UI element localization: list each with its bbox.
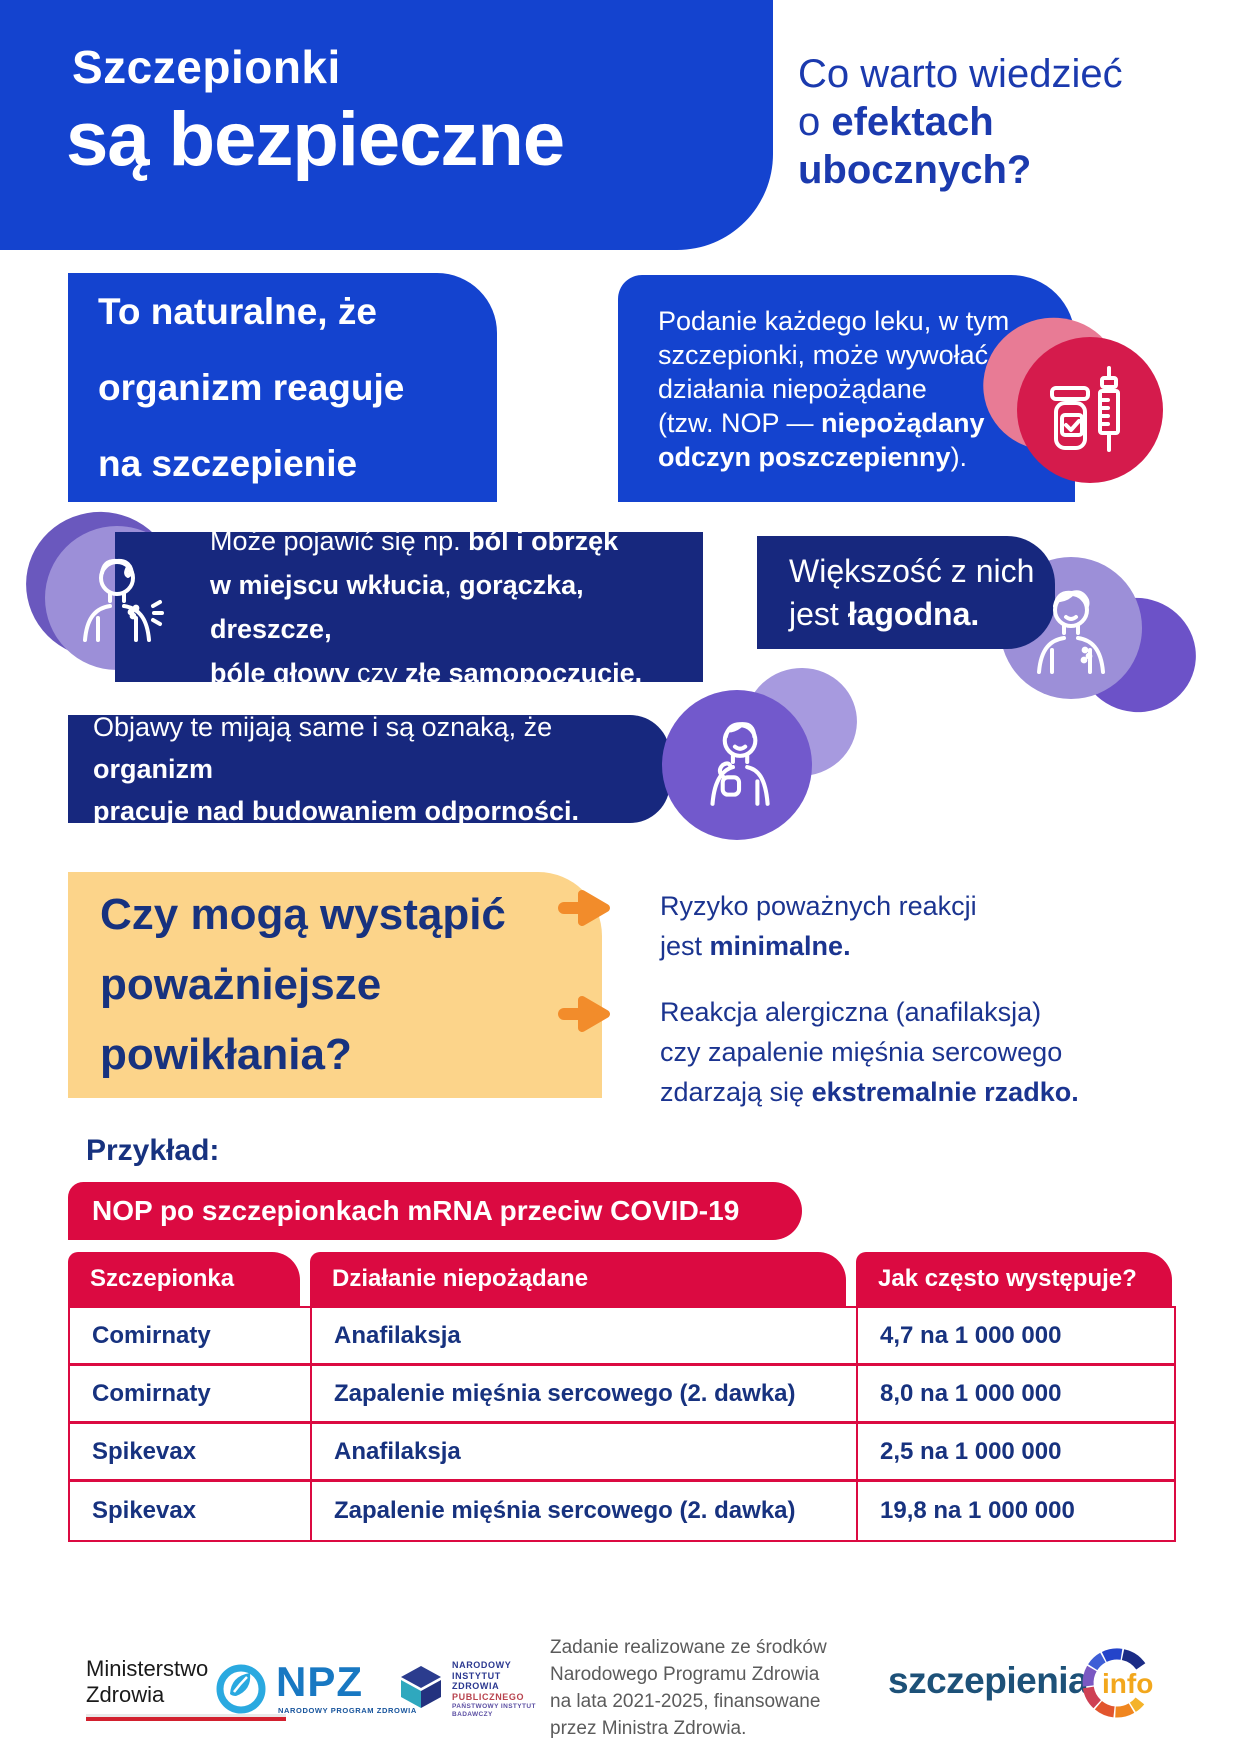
table-cell: Anafilaksja (312, 1308, 858, 1363)
table-cell: 4,7 na 1 000 000 (880, 1321, 1062, 1349)
info-box-nop-definition: Podanie każdego leku, w tym szczepionki, może wywołać działania niepożądane (tzw. NOP — niepożądany odczyn poszczepienny). (618, 275, 1075, 502)
npz-logo-subtext: NARODOWY PROGRAM ZDROWIA (278, 1706, 417, 1715)
poster-subtitle: Co warto wiedzieć o efektach ubocznych? (798, 52, 1123, 192)
ministry-of-health-logo: Ministerstwo Zdrowia (86, 1656, 209, 1707)
right-arrow-icon (556, 888, 612, 928)
szczepienia-info-logo-text: szczepienia (888, 1660, 1089, 1701)
poster-title-line2: są bezpieczne (66, 97, 565, 182)
npz-logo-text: NPZ (276, 1658, 363, 1705)
table-cell: 2,5 na 1 000 000 (880, 1437, 1062, 1465)
pzh-logo-icon (398, 1664, 444, 1710)
column-header: Szczepionka (68, 1252, 300, 1306)
table-cell: Anafilaksja (312, 1424, 858, 1479)
table-row (70, 1424, 1174, 1482)
szczepienia-info-suffix: info (1102, 1668, 1154, 1699)
example-label: Przykład: (86, 1134, 220, 1167)
question-box: Czy mogą wystąpić poważniejsze powikłania? (68, 872, 602, 1098)
table-cell: Zapalenie mięśnia sercowego (2. dawka) (312, 1482, 858, 1540)
funding-note: Zadanie realizowane ze środków Narodowego Programu Zdrowia na lata 2021-2025, finansowane przez Ministra Zdrowia. (550, 1637, 827, 1739)
table-header-row (68, 1252, 1172, 1306)
right-arrow-icon (556, 994, 612, 1034)
table-body (68, 1306, 1176, 1542)
person-sore-arm-icon (67, 548, 167, 648)
szczepienia-info-arc-icon (1074, 1640, 1194, 1726)
table-cell: Spikevax (70, 1482, 312, 1540)
table-cell: 19,8 na 1 000 000 (880, 1497, 1075, 1524)
point-minimal-risk: Ryzyko poważnych reakcji jest minimalne. (660, 891, 977, 961)
person-thumbs-up-icon (686, 712, 788, 814)
pzh-logo-subtext: PAŃSTWOWY INSTYTUT BADAWCZY (452, 1703, 536, 1718)
column-header: Jak często występuje? (856, 1252, 1172, 1306)
table-row (70, 1366, 1174, 1424)
person-calm-icon (1021, 578, 1121, 678)
table-row (70, 1308, 1174, 1366)
vaccine-vial-syringe-icon (1040, 358, 1140, 462)
point-rare-reactions: Reakcja alergiczna (anafilaksja) czy zapalenie mięśnia sercowego zdarzają się ekstremalnie rzadko. (660, 997, 1079, 1107)
table-row (70, 1482, 1174, 1540)
poster-title-line1: Szczepionki (72, 41, 341, 93)
info-box-symptoms: Może pojawić się np. ból i obrzęk w miejscu wkłucia, gorączka, dreszcze, bóle głowy czy złe samopoczucie. (115, 532, 703, 682)
npz-logo-icon (214, 1662, 268, 1716)
table-cell: Spikevax (70, 1424, 312, 1479)
column-header: Działanie niepożądane (310, 1252, 846, 1306)
table-cell: Comirnaty (70, 1366, 312, 1421)
info-box-natural-reaction: To naturalne, że organizm reaguje na szczepienie (68, 273, 497, 502)
table-cell: 8,0 na 1 000 000 (880, 1379, 1062, 1407)
table-cell: Zapalenie mięśnia sercowego (2. dawka) (312, 1366, 858, 1421)
table-cell: Comirnaty (70, 1308, 312, 1363)
info-box-mild: Większość z nich jest łagodna. (757, 536, 1055, 649)
info-box-symptoms-pass: Objawy te mijają same i są oznaką, że organizm pracuje nad budowaniem odporności. (68, 715, 670, 823)
pzh-logo-text: NARODOWY INSTYTUT ZDROWIA (452, 1660, 512, 1691)
table-title-banner: NOP po szczepionkach mRNA przeciw COVID-19 (68, 1182, 802, 1240)
pzh-logo-accent-text: PUBLICZNEGO (452, 1692, 525, 1702)
